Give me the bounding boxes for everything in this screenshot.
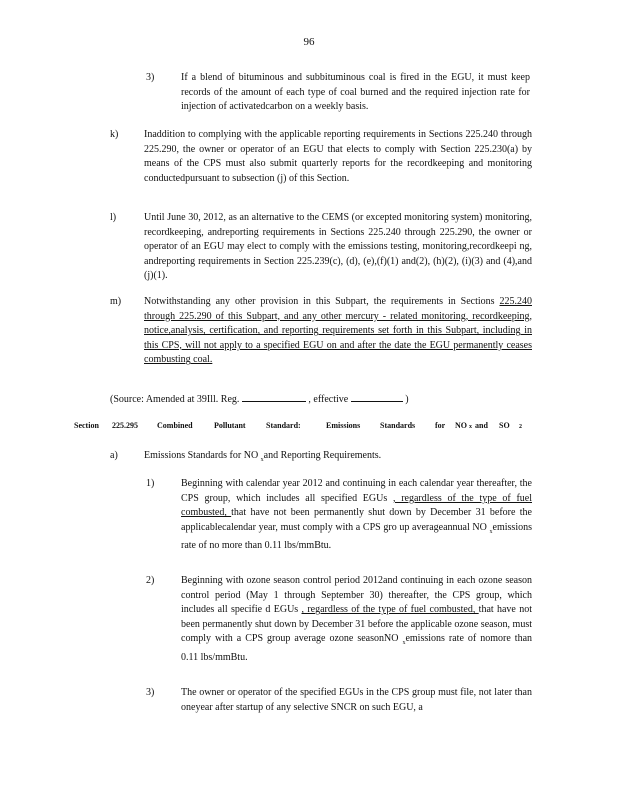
paragraph-text <box>144 295 532 368</box>
heading-word: Section <box>74 421 99 430</box>
paragraph-label: a) <box>110 450 118 461</box>
heading-word: Pollutant <box>214 421 246 430</box>
source-middle: , effective <box>308 394 349 405</box>
subscript: x <box>402 640 406 647</box>
paragraph-k <box>110 128 532 186</box>
heading-word: Standard: <box>266 421 301 430</box>
paragraph-3-blend <box>146 71 530 115</box>
paragraph-l <box>110 211 532 284</box>
item-text <box>181 477 532 554</box>
paragraph-text-plain: Notwithstanding any other provision in this Subpart, the requirements in Sections <box>144 296 500 307</box>
amended-text-underlined: , regardless of the type of fuel combusted, <box>181 492 532 519</box>
heading-word: and <box>475 421 488 430</box>
amended-text-underlined: , regardless of the type of fuel combusted, <box>301 604 479 616</box>
source-note <box>110 392 540 408</box>
item-text-part: emissions rate of no more than 0.11 lbs/mmBtu. <box>181 521 532 552</box>
subscript: x <box>489 528 493 535</box>
item-2 <box>146 574 532 666</box>
heading-word: NO <box>455 421 467 430</box>
item-text-part: that have not been permanently shut down by December 31 before the applicablecalendar year, must comply with a CPS gro up averageannual NO <box>181 507 532 533</box>
subscript: x <box>260 457 264 463</box>
source-suffix: ) <box>405 394 409 405</box>
item-label: 1) <box>146 478 155 489</box>
item-text-part: emissions rate of nomore than 0.11 lbs/mmBtu. <box>181 633 533 663</box>
item-text: The owner or operator of the specified EGUs in the CPS group must file, not later than oneyear after startup of any selective SNCR on such EGU, a <box>181 687 532 713</box>
item-1 <box>146 477 532 554</box>
paragraph-m <box>110 295 532 368</box>
paragraph-label: k) <box>110 129 119 140</box>
item-text-part: that have not been permanently shut down by December 31 before the applicable ozone season, must comply with a CPS group average ozone seasonNO <box>181 604 532 645</box>
paragraph-text: Until June 30, 2012, as an alternative to the CEMS (or excepted monitoring system) monitoring, recordkeeping, andreporting requirements in Sections 225.240 through 225.290, the owner or operator of an EGU may elect to comply with the emissions testing, monitoring,recordkeepi ng, andreporting requirements in Section 225.239(c), (d), (e),(f)(1) and(2), (h)(2), (i)(3) and (4),and (j)(1). <box>144 212 532 282</box>
heading-word: for <box>435 421 446 430</box>
paragraph-a <box>110 449 532 468</box>
blank-line <box>242 392 306 402</box>
paragraph-text-start: Emissions Standards for NO <box>144 450 261 461</box>
heading-word: Combined <box>157 421 193 430</box>
heading-word: Standards <box>380 421 416 430</box>
item-3 <box>146 686 532 715</box>
amended-text-underlined: 225.240 through 225.290 of this Subpart, and any other mercury - related monitoring, recordkeeping, notice,analysis, certification, and reporting requirements set forth in this Subpart, including in this CPS, will not apply to a specified EGU on and after the date the EGU permanently ceases combusting coal. <box>144 296 532 366</box>
item-text <box>181 574 532 666</box>
heading-subscript: x <box>469 424 472 430</box>
heading-word: SO <box>499 421 510 430</box>
page-number: 96 <box>303 36 315 48</box>
paragraph-label: m) <box>110 296 122 307</box>
item-text-part: Beginning with calendar year 2012 and continuing in each calendar year thereafter, the CPS group, which includes all specified EGUs <box>181 478 532 504</box>
source-prefix: (Source: Amended at 39Ill. Reg. <box>110 394 240 405</box>
paragraph-text: Inaddition to complying with the applicable reporting requirements in Sections 225.240 through 225.290, the owner or operator of an EGU that elects to comply with Section 225.230(a) by means of the CPS must also submit quarterly reports for the recordkeeping and monitoring conductedpursuant to subsection (j) of this Section. <box>144 129 532 184</box>
heading-word: Emissions <box>326 421 361 430</box>
paragraph-text <box>144 449 532 468</box>
paragraph-label: l) <box>110 212 117 223</box>
item-label: 3) <box>146 687 155 698</box>
heading-subscript: 2 <box>519 424 522 430</box>
paragraph-text-end: and Reporting Requirements. <box>263 450 382 461</box>
item-text-part: Beginning with ozone season control period 2012and continuing in each ozone season control period (May 1 through September 30) thereafter, the CPS group, which includes all specifie d EGUs <box>181 575 532 616</box>
paragraph-text: If a blend of bituminous and subbituminous coal is fired in the EGU, it must keep records of the amount of each type of coal burned and the required injection rate for injection of activatedcarbon on a weekly basis. <box>181 72 530 113</box>
item-label: 2) <box>146 575 155 586</box>
paragraph-label: 3) <box>146 72 155 83</box>
heading-word: 225.295 <box>112 421 138 430</box>
blank-line <box>351 392 403 402</box>
